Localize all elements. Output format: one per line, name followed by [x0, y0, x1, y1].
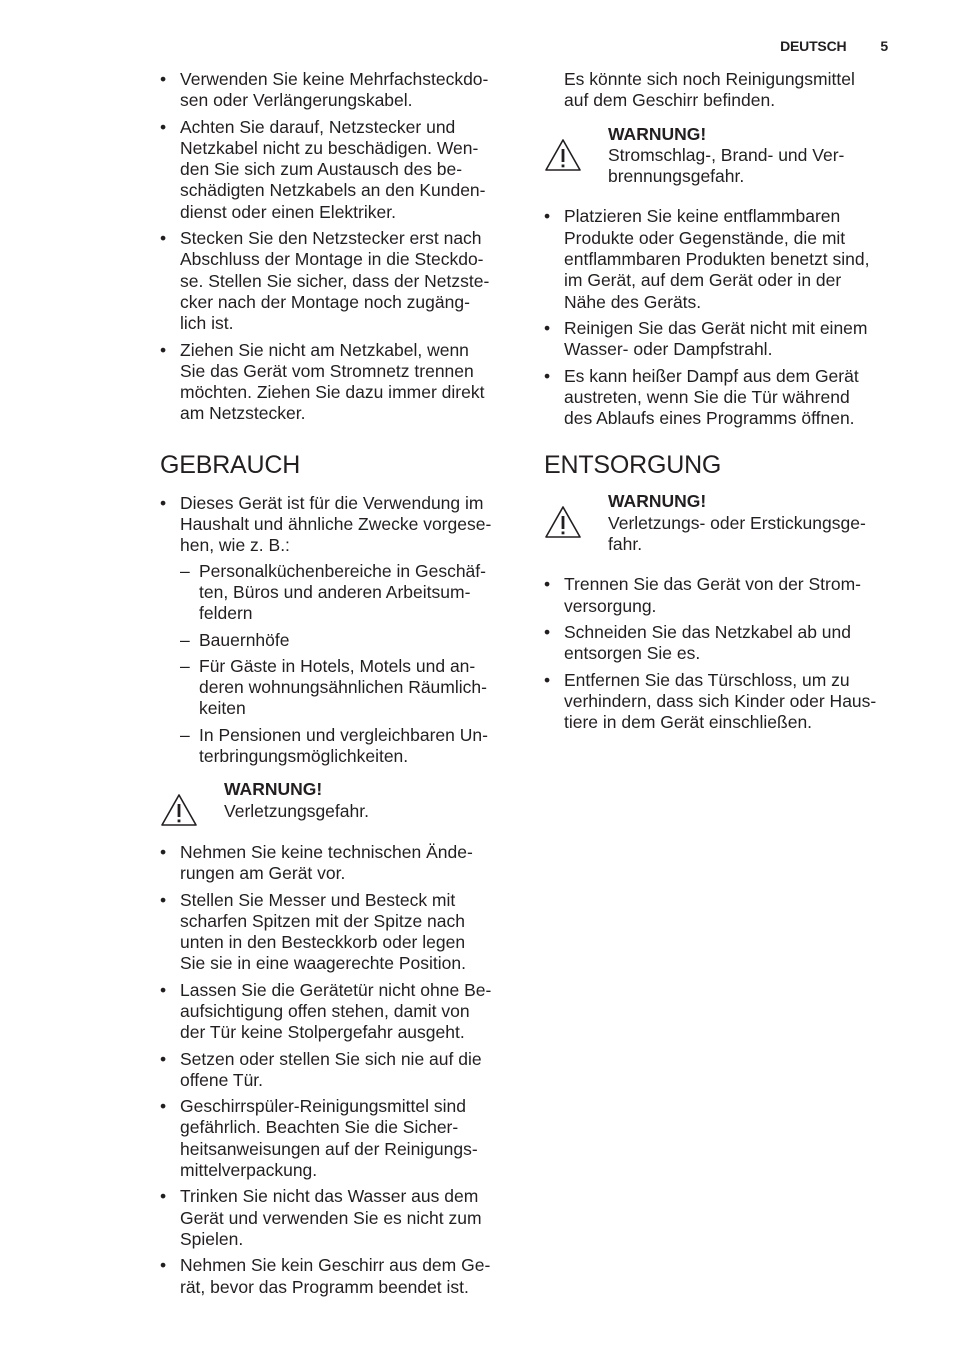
warning-title: WARNUNG!: [224, 779, 323, 800]
warning-block: [544, 124, 900, 188]
dash-icon: –: [180, 724, 190, 745]
list-item-text: Achten Sie darauf, Netzstecker und Netzkabel nicht zu beschädigen. Wen- den Sie sich zum Austausch des be- schädigten Netzkabels an den Kunden- dienst oder einen Elektriker.: [180, 116, 486, 222]
bullet-icon: •: [160, 979, 167, 1000]
disposal-bullet-list: [544, 574, 900, 733]
page-header: [780, 38, 888, 54]
warning-title: WARNUNG!: [608, 491, 707, 512]
list-item-text: Verwenden Sie keine Mehrfachsteckdo- sen oder Verlängerungskabel.: [180, 69, 489, 111]
left-column: [160, 69, 512, 1303]
sub-list-item-text: Bauernhöfe: [199, 629, 290, 650]
bullet-icon: •: [544, 317, 551, 338]
sub-list-item-text: Für Gäste in Hotels, Motels und an- deren wohnungsähnlichen Räumlich- keiten: [199, 655, 487, 719]
list-item: [544, 622, 900, 665]
list-item-text: Dieses Gerät ist für die Verwendung im Haushalt und ähnliche Zwecke vorgese- hen, wie z. B.:: [180, 492, 492, 556]
bullet-icon: •: [160, 228, 167, 249]
bullet-icon: •: [160, 1186, 167, 1207]
right-column: [544, 69, 900, 738]
section-title-entsorgung: ENTSORGUNG: [544, 451, 722, 480]
list-item-text: Nehmen Sie keine technischen Ände- rungen am Gerät vor.: [180, 841, 473, 884]
usage-sub-list: [180, 561, 512, 768]
list-item: [160, 340, 512, 425]
page-number: 5: [880, 38, 888, 54]
list-item: [544, 574, 900, 617]
list-item-text: Es kann heißer Dampf aus dem Gerät austreten, wenn Sie die Tür während des Ablaufs eines Programms öffnen.: [564, 365, 859, 429]
sub-list-item: [180, 561, 512, 625]
list-item-text: Geschirrspüler-Reinigungsmittel sind gefährlich. Beachten Sie die Sicher- heitsanweisungen auf der Reinigungs- mittelverpackung.: [180, 1096, 478, 1181]
bullet-icon: •: [160, 1048, 167, 1069]
warning-block: [160, 779, 512, 822]
list-item-text: Schneiden Sie das Netzkabel ab und entsorgen Sie es.: [564, 621, 852, 664]
list-item-text: Trinken Sie nicht das Wasser aus dem Gerät und verwenden Sie es nicht zum Spielen.: [180, 1186, 482, 1249]
dash-icon: –: [180, 629, 190, 650]
list-item: [544, 206, 900, 312]
bullet-icon: •: [160, 1255, 167, 1276]
bullet-icon: •: [160, 841, 167, 862]
warning-text: Stromschlag-, Brand- und Ver- brennungsgefahr.: [608, 144, 845, 187]
sub-list-item: [180, 630, 512, 651]
intro-bullet-list: [160, 69, 512, 425]
list-item-text: Reinigen Sie das Gerät nicht mit einem Wasser- oder Dampfstrahl.: [564, 317, 868, 360]
warning-triangle-icon: [544, 138, 582, 172]
list-item-text: Stellen Sie Messer und Besteck mit scharfen Spitzen mit der Spitze nach unten in den Besteckkorb oder legen Sie sie in eine waagerechte Position.: [180, 889, 467, 974]
bullet-icon: •: [160, 492, 167, 513]
bullet-icon: •: [544, 621, 551, 642]
list-item-text: Ziehen Sie nicht am Netzkabel, wenn Sie das Gerät vom Stromnetz trennen möchten. Ziehen Sie dazu immer direkt am Netzstecker.: [180, 339, 485, 424]
warning-triangle-icon: [544, 505, 582, 539]
warning-text: Verletzungs- oder Erstickungsge- fahr.: [608, 512, 866, 555]
list-item-text: Platzieren Sie keine entflammbaren Produkte oder Gegenstände, die mit entflammbaren Produkten benetzt sind, im Gerät, auf dem Gerät oder in der Nähe des Geräts.: [564, 206, 870, 312]
list-item: [160, 1255, 512, 1298]
warning-title: WARNUNG!: [608, 123, 707, 144]
warning-text: Verletzungsgefahr.: [224, 800, 369, 821]
list-item-text: Lassen Sie die Gerätetür nicht ohne Be- aufsichtigung offen stehen, damit von der Tür keine Stolpergefahr ausgeht.: [180, 979, 492, 1043]
bullet-icon: •: [160, 116, 167, 137]
bullet-icon: •: [544, 669, 551, 690]
sub-list-item: [180, 725, 512, 768]
list-item: [544, 318, 900, 361]
dash-icon: –: [180, 560, 190, 581]
continuation-text: Es könnte sich noch Reinigungsmittel auf dem Geschirr befinden.: [564, 69, 855, 111]
bullet-icon: •: [544, 365, 551, 386]
gebrauch-bullet-list: [160, 842, 512, 1298]
warning-block: [544, 491, 900, 555]
bullet-icon: •: [544, 574, 551, 595]
list-item-text: Setzen oder stellen Sie sich nie auf die offene Tür.: [180, 1048, 482, 1090]
bullet-icon: •: [160, 69, 167, 89]
list-item: [160, 1186, 512, 1250]
bullet-icon: •: [160, 889, 167, 910]
warning-triangle-icon: [160, 793, 198, 827]
list-item: [160, 980, 512, 1044]
list-item-text: Entfernen Sie das Türschloss, um zu verhindern, dass sich Kinder oder Haus- tiere in dem Gerät einschließen.: [564, 669, 877, 733]
list-item: [160, 1096, 512, 1181]
list-item: [160, 890, 512, 975]
list-item: [160, 117, 512, 223]
bullet-icon: •: [544, 206, 551, 227]
sub-list-item-text: In Pensionen und vergleichbaren Un- terbringungsmöglichkeiten.: [199, 724, 488, 767]
safety-bullet-list: [544, 206, 900, 429]
section-title-gebrauch: GEBRAUCH: [160, 450, 301, 479]
bullet-icon: •: [160, 339, 167, 360]
list-item-text: Nehmen Sie kein Geschirr aus dem Ge- rät, bevor das Programm beendet ist.: [180, 1255, 491, 1297]
bullet-icon: •: [160, 1096, 167, 1117]
sub-list-item-text: Personalküchenbereiche in Geschäf- ten, Büros und anderen Arbeitsum- feldern: [199, 560, 486, 624]
list-item: [544, 366, 900, 430]
list-item: [160, 1049, 512, 1092]
list-item-text: Trennen Sie das Gerät von der Strom- versorgung.: [564, 574, 861, 616]
list-item: [160, 69, 512, 112]
list-item: [544, 670, 900, 734]
dash-icon: –: [180, 655, 190, 676]
list-item-text: Stecken Sie den Netzstecker erst nach Abschluss der Montage in die Steckdo- se. Stellen Sie sicher, dass der Netzste- cker nach der Montage noch zugäng- lich ist.: [180, 228, 490, 334]
list-item: [160, 842, 512, 885]
gebrauch-intro-list: [160, 493, 512, 768]
list-item: [160, 228, 512, 334]
list-item: [160, 493, 512, 768]
header-language: DEUTSCH: [780, 38, 847, 54]
sub-list-item: [180, 656, 512, 720]
